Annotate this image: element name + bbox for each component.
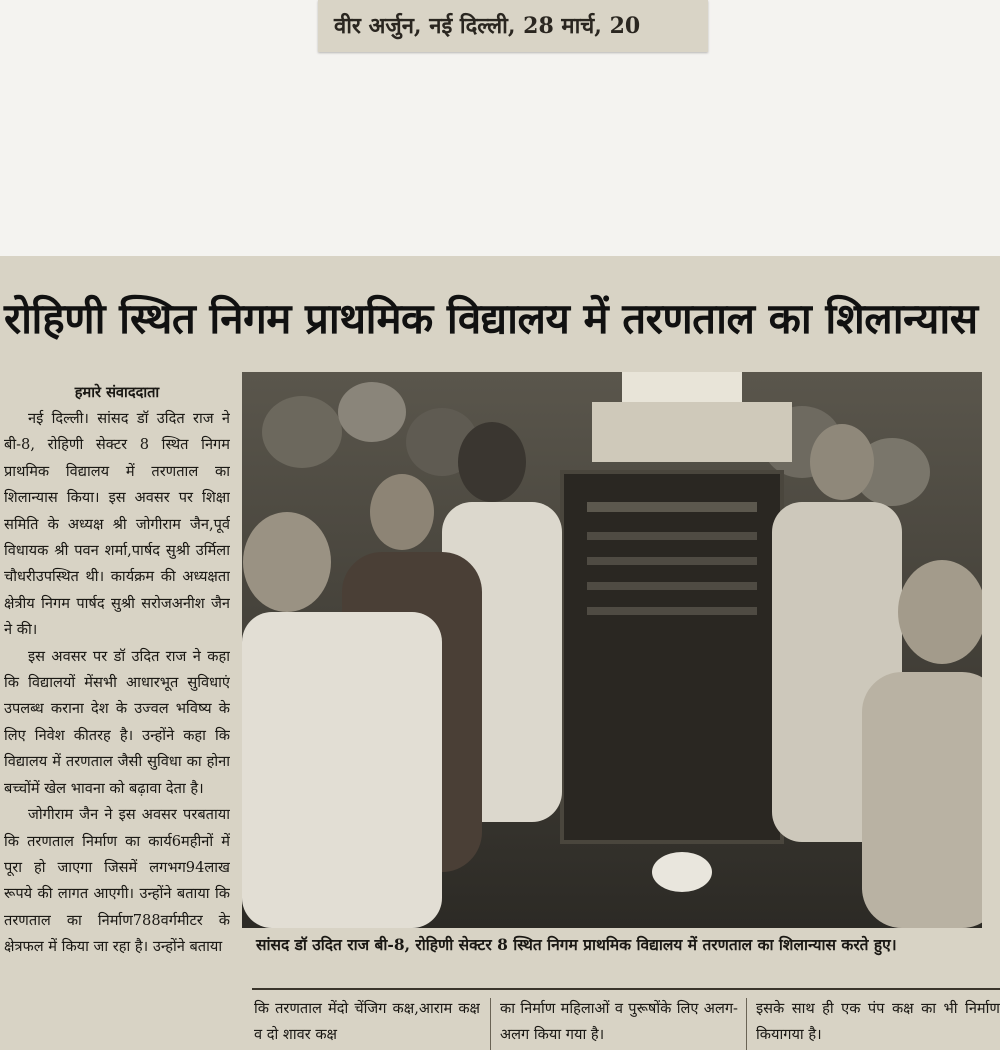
masthead-text: वीर अर्जुन, नई दिल्ली, 28 मार्च, 20 bbox=[334, 13, 641, 39]
column-divider bbox=[490, 998, 491, 1050]
column-divider bbox=[746, 998, 747, 1050]
byline: हमारे संवाददाता bbox=[74, 384, 160, 401]
article-left-column bbox=[4, 380, 230, 1050]
article-column-2: कि तरणताल मेंदो चेंजिग कक्ष,आराम कक्ष व दो शावर कक्ष bbox=[254, 1000, 480, 1043]
headline: रोहिणी स्थित निगम प्राथमिक विद्यालय में तरणताल का शिलान्यास bbox=[4, 294, 978, 343]
photo-caption: सांसद डॉ उदित राज बी-8, रोहिणी सेक्टर 8 स्थित निगम प्राथमिक विद्यालय में तरणताल का शिलान्यास करते हुए। bbox=[256, 935, 897, 954]
news-photo bbox=[242, 372, 982, 928]
newspaper-clipping bbox=[0, 256, 1000, 1050]
article-column-4: इसके साथ ही एक पंप कक्ष का भी निर्माण कियागया है। bbox=[756, 1000, 1000, 1043]
masthead-clipping bbox=[318, 0, 708, 52]
article-paragraph: जोगीराम जैन ने इस अवसर परबताया कि तरणताल निर्माण का कार्य6महीनों में पूरा हो जाएगा जिसमें लगभग94लाख रूपये की लागत आएगी। उन्होंने बताया कि तरणताल का निर्माण788वर्गमीटर के क्षेत्रफल में किया जा रहा है। उन्होंने बताया bbox=[4, 806, 230, 956]
horizontal-rule bbox=[252, 988, 1000, 990]
article-column-3: का निर्माण महिलाओं व पुरूषोंके लिए अलग-अलग किया गया है। bbox=[500, 1000, 738, 1043]
article-paragraph: इस अवसर पर डॉ उदित राज ने कहा कि विद्यालयों मेंसभी आधारभूत सुविधाएं उपलब्ध कराना देश के उज्वल भविष्य के लिए निवेश कीतरह है। उन्होंने कहा कि विद्यालय में तरणताल जैसी सुविधा का होना बच्चोंमें खेल भावना को बढ़ावा देता है। bbox=[4, 647, 230, 797]
news-photo-illustration bbox=[242, 372, 982, 928]
article-paragraph: नई दिल्ली। सांसद डॉ उदित राज ने बी-8, रोहिणी सेक्टर 8 स्थित निगम प्राथमिक विद्यालय में तरणताल का शिलान्यास किया। इस अवसर पर शिक्षा समिति के अध्यक्ष श्री जोगीराम जैन,पूर्व विधायक श्री पवन शर्मा,पार्षद सुश्री उर्मिला चौधरीउपस्थित थी। कार्यक्रम की अध्यक्षता क्षेत्रीय निगम पार्षद सुश्री सरोजअनीश जैन ने की। bbox=[4, 410, 230, 639]
